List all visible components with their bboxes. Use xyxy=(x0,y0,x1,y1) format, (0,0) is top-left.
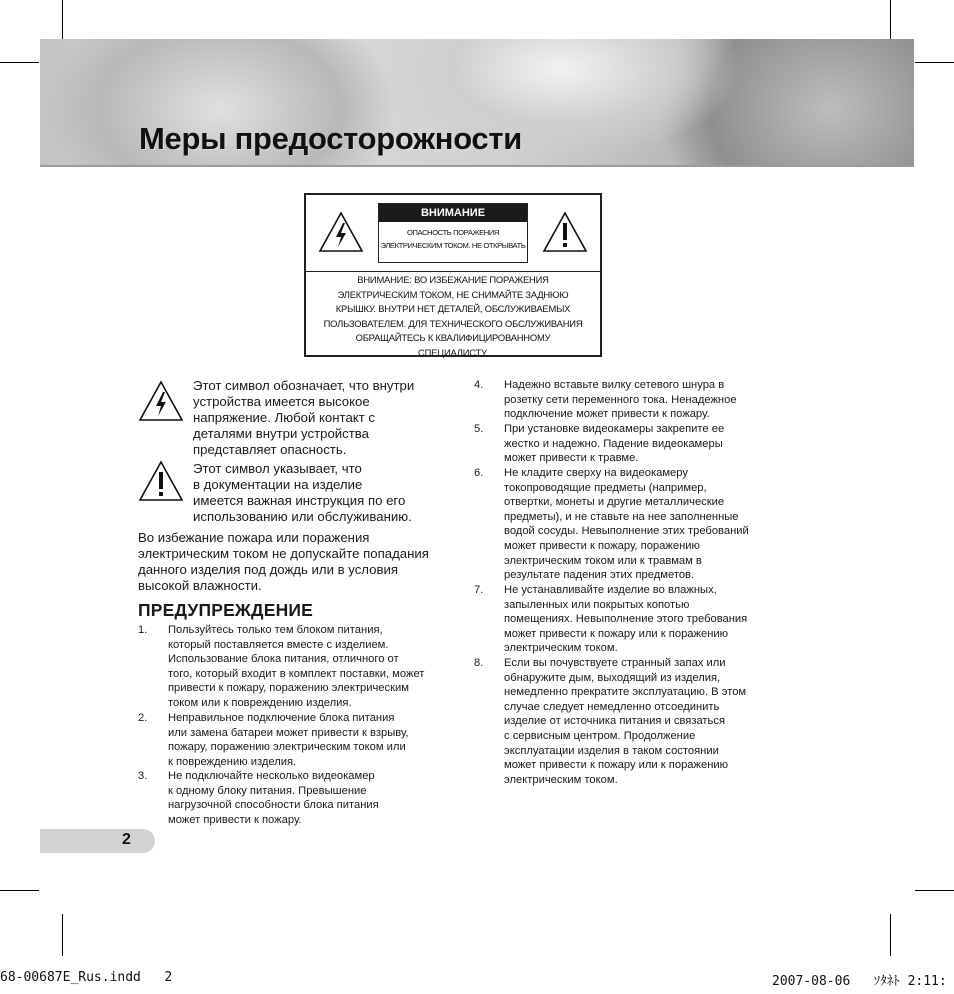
list-number: 1. xyxy=(138,624,148,636)
crop-mark xyxy=(0,62,39,63)
crop-mark xyxy=(890,0,891,39)
list-item xyxy=(474,656,804,790)
page-number-tab xyxy=(40,829,155,853)
list-text: Пользуйтесь только тем блоком питания, который поставляется вместе с изделием. Использование блока питания, отличного от того, который входит в комплект поставки, может привести к пожару, поражению электрическим током или к повреждению изделия. xyxy=(168,624,425,709)
crop-mark xyxy=(890,914,891,956)
list-text: Надежно вставьте вилку сетевого шнура в розетку сети переменного тока. Ненадежное подключение может привести к пожару. xyxy=(504,379,737,421)
exclamation-icon xyxy=(542,211,588,258)
page-number: 2 xyxy=(122,831,131,848)
list-text: Не кладите сверху на видеокамеру токопроводящие предметы (например, отвертки, монеты и другие металлические предметы), и не ставьте на нее заполненные водой сосуды. Невыполнение этих требований может привести к пожару, поражению электрическим током или к травмам в результате падения этих предметов. xyxy=(504,467,749,582)
slug-date: 2007-08-06 ｿﾀﾈﾄ 2:11: xyxy=(772,974,947,989)
list-item xyxy=(474,422,804,468)
list-number: 8. xyxy=(474,657,484,669)
list-number: 2. xyxy=(138,712,148,724)
list-item xyxy=(138,711,458,771)
caution-label-top xyxy=(306,195,600,272)
exclamation-icon xyxy=(138,460,184,507)
list-number: 4. xyxy=(474,379,484,391)
slug-file: 68-00687E_Rus.indd 2 xyxy=(0,970,173,985)
section-title: ПРЕДУПРЕЖДЕНИЕ xyxy=(138,600,314,620)
list-text: Не устанавливайте изделие во влажных, запыленных или покрытых копотью помещениях. Невыполнение этого требования может привести к пожару или к поражению электрическим током. xyxy=(504,584,748,655)
list-text: Не подключайте несколько видеокамер к одному блоку питания. Превышение нагрузочной способности блока питания может привести к пожару. xyxy=(168,770,379,826)
list-number: 5. xyxy=(474,423,484,435)
caution-label xyxy=(304,193,602,357)
crop-mark xyxy=(915,890,954,891)
list-text: Неправильное подключение блока питания или замена батареи может привести к взрыву, пожару, поражению электрическим током или к повреждению изделия. xyxy=(168,712,409,768)
symbol-description: Этот символ указывает, что в документации на изделие имеется важная инструкция по его использованию или обслуживанию. xyxy=(193,461,412,524)
list-text: Если вы почувствуете странный запах или обнаружите дым, выходящий из изделия, немедленно прекратите эксплуатацию. В этом случае следует немедленно отсоединить изделие от источника питания и связаться с сервисным центром. Продолжение эксплуатации изделия в таком состоянии может привести к пожару или к поражению электрическим током. xyxy=(504,657,747,786)
list-number: 3. xyxy=(138,770,148,782)
intro-paragraph: Во избежание пожара или поражения электрическим током не допускайте попадания данного изделия под дождь или в условия высокой влажности. xyxy=(138,530,429,593)
crop-mark xyxy=(62,914,63,956)
list-number: 6. xyxy=(474,467,484,479)
lightning-bolt-icon xyxy=(318,211,364,258)
list-item xyxy=(474,378,804,424)
list-item xyxy=(474,466,804,584)
page-title: Меры предосторожности xyxy=(139,121,523,156)
symbol-description: Этот символ обозначает, что внутри устройства имеется высокое напряжение. Любой контакт с деталями внутри устройства представляет опасность. xyxy=(193,378,415,457)
lightning-bolt-icon xyxy=(138,380,184,427)
list-item xyxy=(474,583,804,659)
crop-mark xyxy=(0,890,39,891)
list-item xyxy=(138,769,458,829)
caution-body-text: ВНИМАНИЕ: ВО ИЗБЕЖАНИЕ ПОРАЖЕНИЯ ЭЛЕКТРИЧЕСКИМ ТОКОМ, НЕ СНИМАЙТЕ ЗАДНЮЮ КРЫШКУ. ВНУТРИ НЕТ ДЕТАЛЕЙ, ОБСЛУЖИВАЕМЫХ ПОЛЬЗОВАТЕЛЕМ. ДЛЯ ТЕХНИЧЕСКОГО ОБСЛУЖИВАНИЯ ОБРАЩАЙТЕСЬ К КВАЛИФИЦИРОВАННОМУ СПЕЦИАЛИСТУ. xyxy=(323,274,583,358)
crop-mark xyxy=(915,62,954,63)
list-number: 7. xyxy=(474,584,484,596)
list-text: При установке видеокамеры закрепите ее жестко и надежно. Падение видеокамеры может привести к травме. xyxy=(504,423,725,465)
header-banner xyxy=(40,39,914,167)
list-item xyxy=(138,623,458,713)
caution-subtext: ОПАСНОСТЬ ПОРАЖЕНИЯ ЭЛЕКТРИЧЕСКИМ ТОКОМ. НЕ ОТКРЫВАТЬ xyxy=(380,228,526,250)
caution-center-panel xyxy=(378,203,528,263)
crop-mark xyxy=(62,0,63,39)
caution-heading: ВНИМАНИЕ xyxy=(379,204,527,222)
